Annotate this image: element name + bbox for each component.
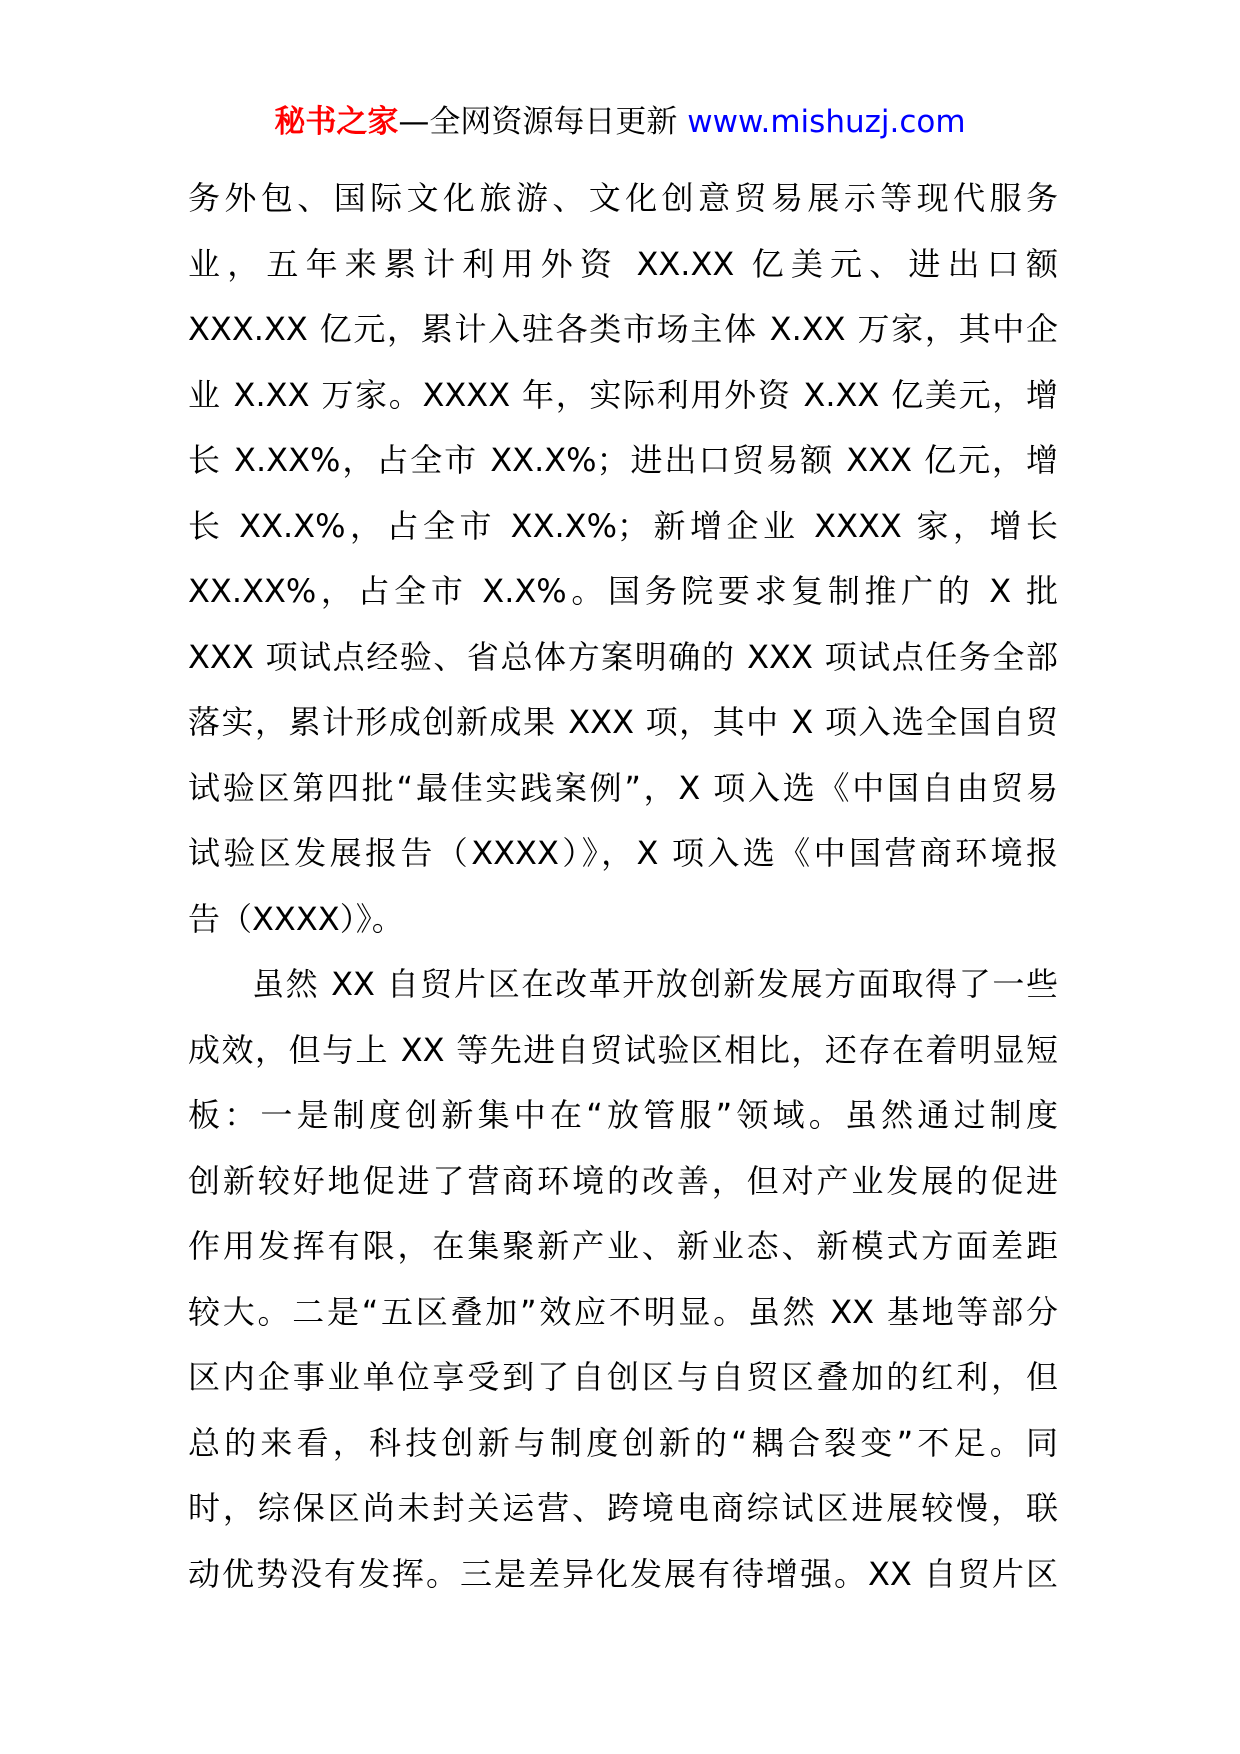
text-line: XXX.XX 亿元，累计入驻各类市场主体 X.XX 万家，其中企 <box>188 310 1058 348</box>
text-line: 业，五年来累计利用外资 XX.XX 亿美元、进出口额 <box>188 244 1058 283</box>
text-line: 区内企事业单位享受到了自创区与自贸区叠加的红利，但 <box>188 1358 1058 1396</box>
text-line: 务外包、国际文化旅游、文化创意贸易展示等现代服务 <box>188 179 1058 217</box>
text-line: XXX 项试点经验、省总体方案明确的 XXX 项试点任务全部 <box>188 637 1058 676</box>
text-line: XX.XX%，占全市 X.X%。国务院要求复制推广的 X 批 <box>188 572 1058 610</box>
text-line: 成效，但与上 XX 等先进自贸试验区相比，还存在着明显短 <box>188 1030 1058 1069</box>
text-line: 虽然 XX 自贸片区在改革开放创新发展方面取得了一些 <box>252 965 1058 1003</box>
text-line: 创新较好地促进了营商环境的改善，但对产业发展的促进 <box>188 1161 1058 1200</box>
site-header <box>0 102 1240 142</box>
text-line: 总的来看，科技创新与制度创新的“耦合裂变”不足。同 <box>188 1423 1058 1462</box>
text-line: 时，综保区尚未封关运营、跨境电商综试区进展较慢，联 <box>188 1489 1058 1527</box>
paragraph <box>188 166 1058 952</box>
text-line: 业 X.XX 万家。XXXX 年，实际利用外资 X.XX 亿美元，增 <box>188 375 1058 414</box>
site-tagline: —全网资源每日更新 <box>398 104 678 140</box>
text-line: 动优势没有发挥。三是差异化发展有待增强。XX 自贸片区 <box>188 1554 1058 1593</box>
document-body <box>188 166 1058 1607</box>
text-line: 告（XXXX）》。 <box>188 899 404 938</box>
site-url-link[interactable]: www.mishuzj.com <box>687 104 966 140</box>
paragraph <box>188 952 1058 1607</box>
paragraph-container <box>188 166 1058 1607</box>
text-line: 较大。二是“五区叠加”效应不明显。虽然 XX 基地等部分 <box>188 1292 1058 1331</box>
text-line: 长 X.XX%，占全市 XX.X%；进出口贸易额 XXX 亿元，增 <box>188 441 1058 479</box>
text-line: 落实，累计形成创新成果 XXX 项，其中 X 项入选全国自贸 <box>188 703 1058 741</box>
text-line: 长 XX.X%，占全市 XX.X%；新增企业 XXXX 家，增长 <box>188 506 1058 545</box>
text-line: 试验区第四批“最佳实践案例”，X 项入选《中国自由贸易 <box>188 768 1058 807</box>
site-brand: 秘书之家 <box>274 104 399 140</box>
text-line: 作用发挥有限，在集聚新产业、新业态、新模式方面差距 <box>188 1227 1058 1265</box>
text-line: 板：一是制度创新集中在“放管服”领域。虽然通过制度 <box>188 1096 1058 1134</box>
text-line: 试验区发展报告（XXXX）》，X 项入选《中国营商环境报 <box>188 834 1058 872</box>
